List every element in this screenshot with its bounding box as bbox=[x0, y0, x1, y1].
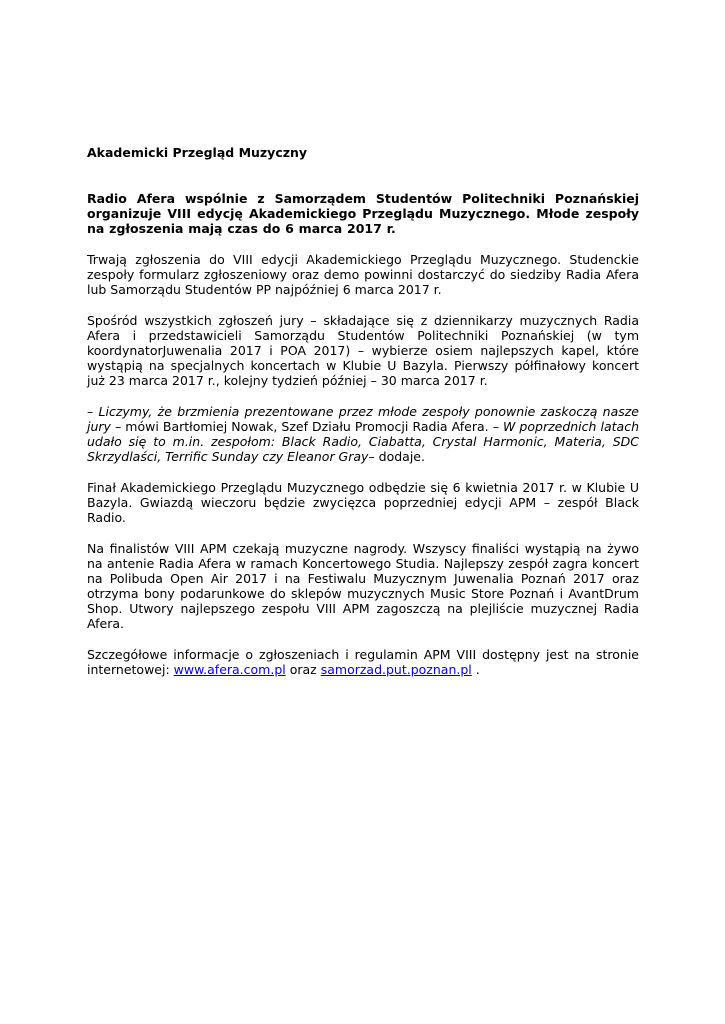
details-end: . bbox=[471, 662, 480, 677]
quote-tail: – dodaje. bbox=[368, 449, 425, 464]
paragraph-quote bbox=[87, 404, 639, 464]
quote-part-1: – Liczymy, że brzmienia prezentowane przez młode zespoły ponownie zaskoczą nasze jury – bbox=[87, 404, 639, 434]
details-joiner: oraz bbox=[285, 662, 321, 677]
paragraph-prizes: Na finalistów VIII APM czekają muzyczne nagrody. Wszyscy finaliści wystąpią na żywo na antenie Radia Afera w ramach Koncertowego Studia. Najlepszy zespół zagra koncert na Polibuda Open Air 2017 i na Festiwalu Muzycznym Juwenalia Poznań 2017 oraz otrzyma bony podarunkowe do sklepów muzycznych Music Store Poznań i AvantDrum Shop. Utwory najlepszego zespołu VIII APM zagoszczą na plejliście muzycznej Radia Afera. bbox=[87, 541, 639, 631]
paragraph-jury: Spośród wszystkich zgłoszeń jury – składające się z dziennikarzy muzycznych Radia Afera i przedstawicieli Samorządu Studentów Politechniki Poznańskiej (w tym koordynatorJuwenalia 2017 i POA 2017) – wybierze osiem najlepszych kapel, które wystąpią na specjalnych koncertach w Klubie U Bazyla. Pierwszy półfinałowy koncert już 23 marca 2017 r., kolejny tydzień później – 30 marca 2017 r. bbox=[87, 313, 639, 388]
document-page bbox=[87, 145, 639, 693]
document-title: Akademicki Przegląd Muzyczny bbox=[87, 145, 308, 160]
afera-website-link[interactable]: www.afera.com.pl bbox=[173, 662, 286, 677]
quote-part-2: – W poprzednich latach udało się to m.in. zespołom: Black Radio, Ciabatta, Crystal Harmonic, Materia, SDC Skrzydlaści, Terrific Sunday czy Eleanor Gray bbox=[87, 419, 640, 464]
lead-paragraph: Radio Afera wspólnie z Samorządem Studentów Politechniki Poznańskiej organizuje VIII edycję Akademickiego Przeglądu Muzycznego. Młode zespoły na zgłoszenia mają czas do 6 marca 2017 r. bbox=[87, 191, 639, 236]
details-text: Szczegółowe informacje o zgłoszeniach i regulamin APM VIII dostępny jest na stronie internetowej: bbox=[87, 647, 639, 677]
samorzad-website-link[interactable]: samorzad.put.poznan.pl bbox=[320, 662, 472, 677]
quote-attribution: mówi Bartłomiej Nowak, Szef Działu Promocji Radia Afera. bbox=[121, 419, 493, 434]
paragraph-details bbox=[87, 647, 639, 677]
paragraph-submissions: Trwają zgłoszenia do VIII edycji Akademickiego Przeglądu Muzycznego. Studenckie zespoły formularz zgłoszeniowy oraz demo powinni dostarczyć do siedziby Radia Afera lub Samorządu Studentów PP najpóźniej 6 marca 2017 r. bbox=[87, 252, 639, 297]
paragraph-final: Finał Akademickiego Przeglądu Muzycznego odbędzie się 6 kwietnia 2017 r. w Klubie U Bazyla. Gwiazdą wieczoru będzie zwycięzca poprzedniej edycji APM – zespół Black Radio. bbox=[87, 480, 639, 525]
